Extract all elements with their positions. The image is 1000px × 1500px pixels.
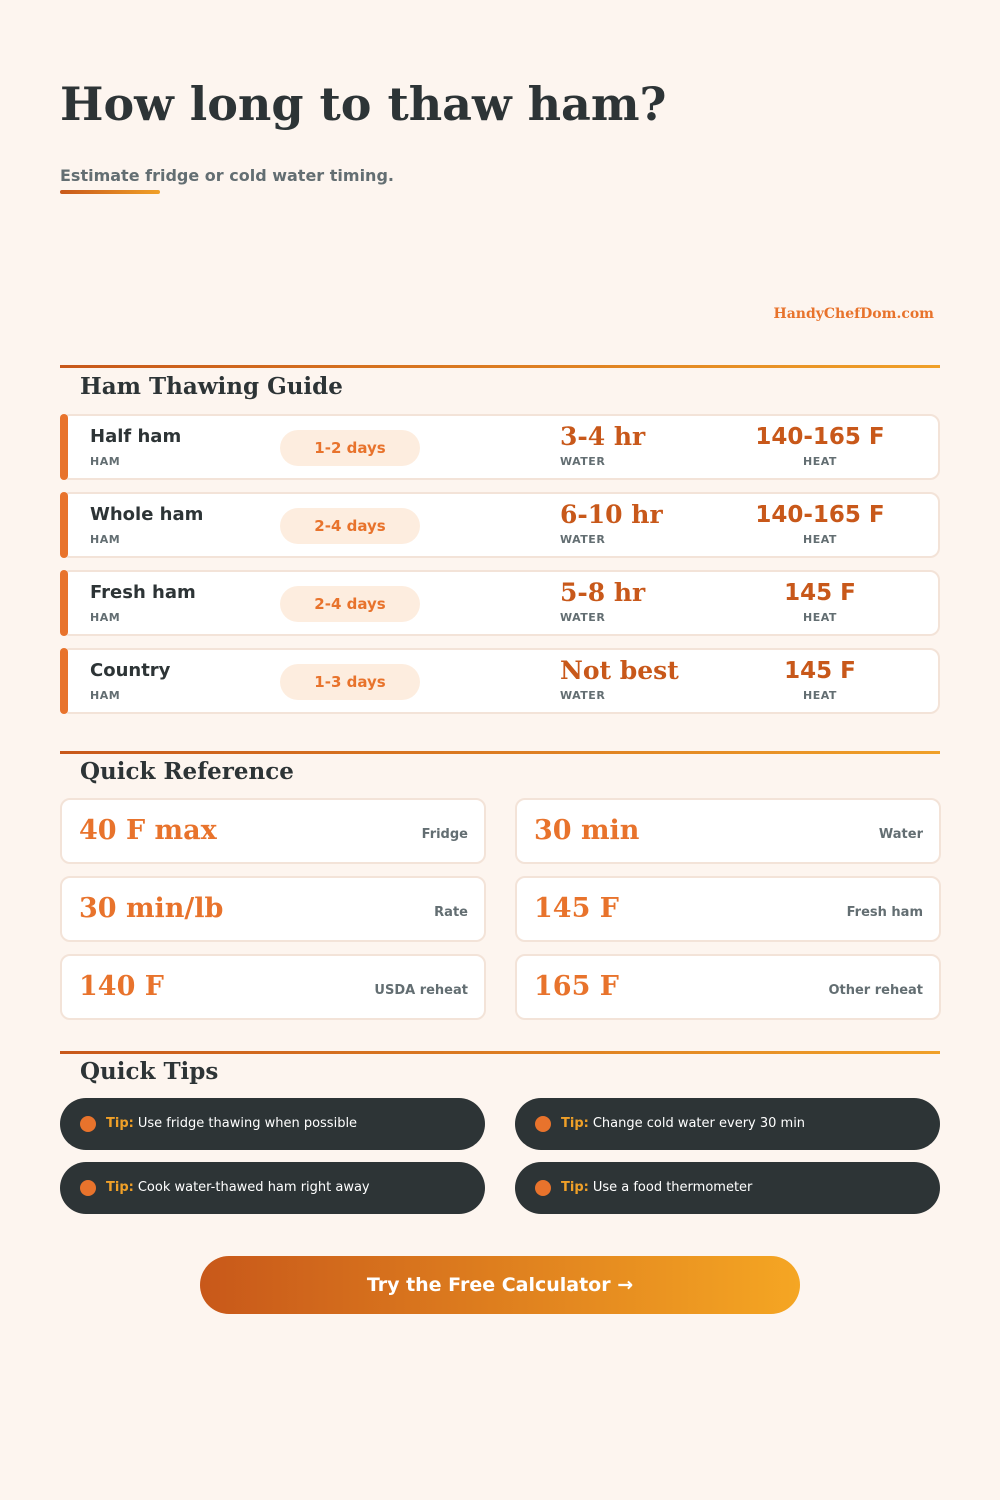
reference-value: 30 min/lb <box>79 893 224 924</box>
fridge-days-badge: 1-3 days <box>280 664 420 700</box>
row-name: Half ham <box>90 426 182 447</box>
water-label: WATER <box>560 689 606 702</box>
fridge-days-badge: 1-2 days <box>280 430 420 466</box>
guide-divider <box>60 365 940 368</box>
tip-content: Use fridge thawing when possible <box>137 1116 358 1131</box>
reference-value: 30 min <box>534 815 640 846</box>
heat-label: HEAT <box>803 689 837 702</box>
water-time: 5-8 hr <box>560 578 646 607</box>
reference-label: Fresh ham <box>846 905 923 920</box>
tip-item <box>515 1098 940 1150</box>
heat-temp: 140-165 F <box>755 502 885 528</box>
tips-divider <box>60 1051 940 1054</box>
tip-text <box>106 1179 370 1197</box>
reference-value: 145 F <box>534 893 619 924</box>
tip-text <box>106 1115 357 1133</box>
tip-prefix: Tip: <box>106 1180 134 1195</box>
reference-value: 140 F <box>79 971 164 1002</box>
water-label: WATER <box>560 455 606 468</box>
guide-section-title: Ham Thawing Guide <box>80 373 343 400</box>
reference-value: 40 F max <box>79 815 217 846</box>
tip-prefix: Tip: <box>561 1180 589 1195</box>
row-accent-bar <box>60 492 68 558</box>
heat-label: HEAT <box>803 611 837 624</box>
row-accent-bar <box>60 648 68 714</box>
guide-row-half-ham <box>60 414 940 480</box>
bullet-dot-icon <box>80 1116 96 1132</box>
row-accent-bar <box>60 414 68 480</box>
reference-card-fridge <box>60 798 486 864</box>
row-type: HAM <box>90 611 121 624</box>
water-time: 6-10 hr <box>560 500 663 529</box>
tip-content: Use a food thermometer <box>592 1180 753 1195</box>
tip-text <box>561 1115 805 1133</box>
water-label: WATER <box>560 533 606 546</box>
heat-temp: 145 F <box>784 580 856 606</box>
row-name: Fresh ham <box>90 582 196 603</box>
tip-content: Cook water-thawed ham right away <box>137 1180 370 1195</box>
bullet-dot-icon <box>535 1116 551 1132</box>
fridge-days-badge: 2-4 days <box>280 508 420 544</box>
water-time: Not best <box>560 656 679 685</box>
heat-label: HEAT <box>803 455 837 468</box>
row-accent-bar <box>60 570 68 636</box>
reference-label: Rate <box>434 905 468 920</box>
reference-card-fresh-ham <box>515 876 941 942</box>
reference-divider <box>60 751 940 754</box>
guide-row-whole-ham <box>60 492 940 558</box>
heat-temp: 145 F <box>784 658 856 684</box>
reference-card-water <box>515 798 941 864</box>
page-subtitle: Estimate fridge or cold water timing. <box>60 166 394 185</box>
tip-content: Change cold water every 30 min <box>592 1116 806 1131</box>
reference-card-rate <box>60 876 486 942</box>
tip-text <box>561 1179 752 1197</box>
reference-label: Water <box>878 827 923 842</box>
guide-row-country-ham <box>60 648 940 714</box>
tip-item <box>515 1162 940 1214</box>
reference-label: Fridge <box>421 827 468 842</box>
reference-card-other-reheat <box>515 954 941 1020</box>
brand-logo-text: HandyChefDom.com <box>773 306 934 322</box>
water-time: 3-4 hr <box>560 422 646 451</box>
fridge-days-badge: 2-4 days <box>280 586 420 622</box>
bullet-dot-icon <box>535 1180 551 1196</box>
row-name: Country <box>90 660 171 681</box>
row-type: HAM <box>90 455 121 468</box>
guide-row-fresh-ham <box>60 570 940 636</box>
reference-section-title: Quick Reference <box>80 758 294 785</box>
tip-item <box>60 1162 485 1214</box>
water-label: WATER <box>560 611 606 624</box>
heat-temp: 140-165 F <box>755 424 885 450</box>
row-type: HAM <box>90 533 121 546</box>
tip-item <box>60 1098 485 1150</box>
reference-label: Other reheat <box>828 983 923 998</box>
tip-prefix: Tip: <box>561 1116 589 1131</box>
subtitle-underline <box>60 190 160 194</box>
row-name: Whole ham <box>90 504 204 525</box>
page-title: How long to thaw ham? <box>60 77 667 131</box>
tips-section-title: Quick Tips <box>80 1058 219 1085</box>
reference-card-usda-reheat <box>60 954 486 1020</box>
row-type: HAM <box>90 689 121 702</box>
reference-value: 165 F <box>534 971 619 1002</box>
free-calculator-button[interactable]: Try the Free Calculator → <box>200 1256 800 1314</box>
heat-label: HEAT <box>803 533 837 546</box>
tip-prefix: Tip: <box>106 1116 134 1131</box>
bullet-dot-icon <box>80 1180 96 1196</box>
reference-label: USDA reheat <box>374 983 468 998</box>
